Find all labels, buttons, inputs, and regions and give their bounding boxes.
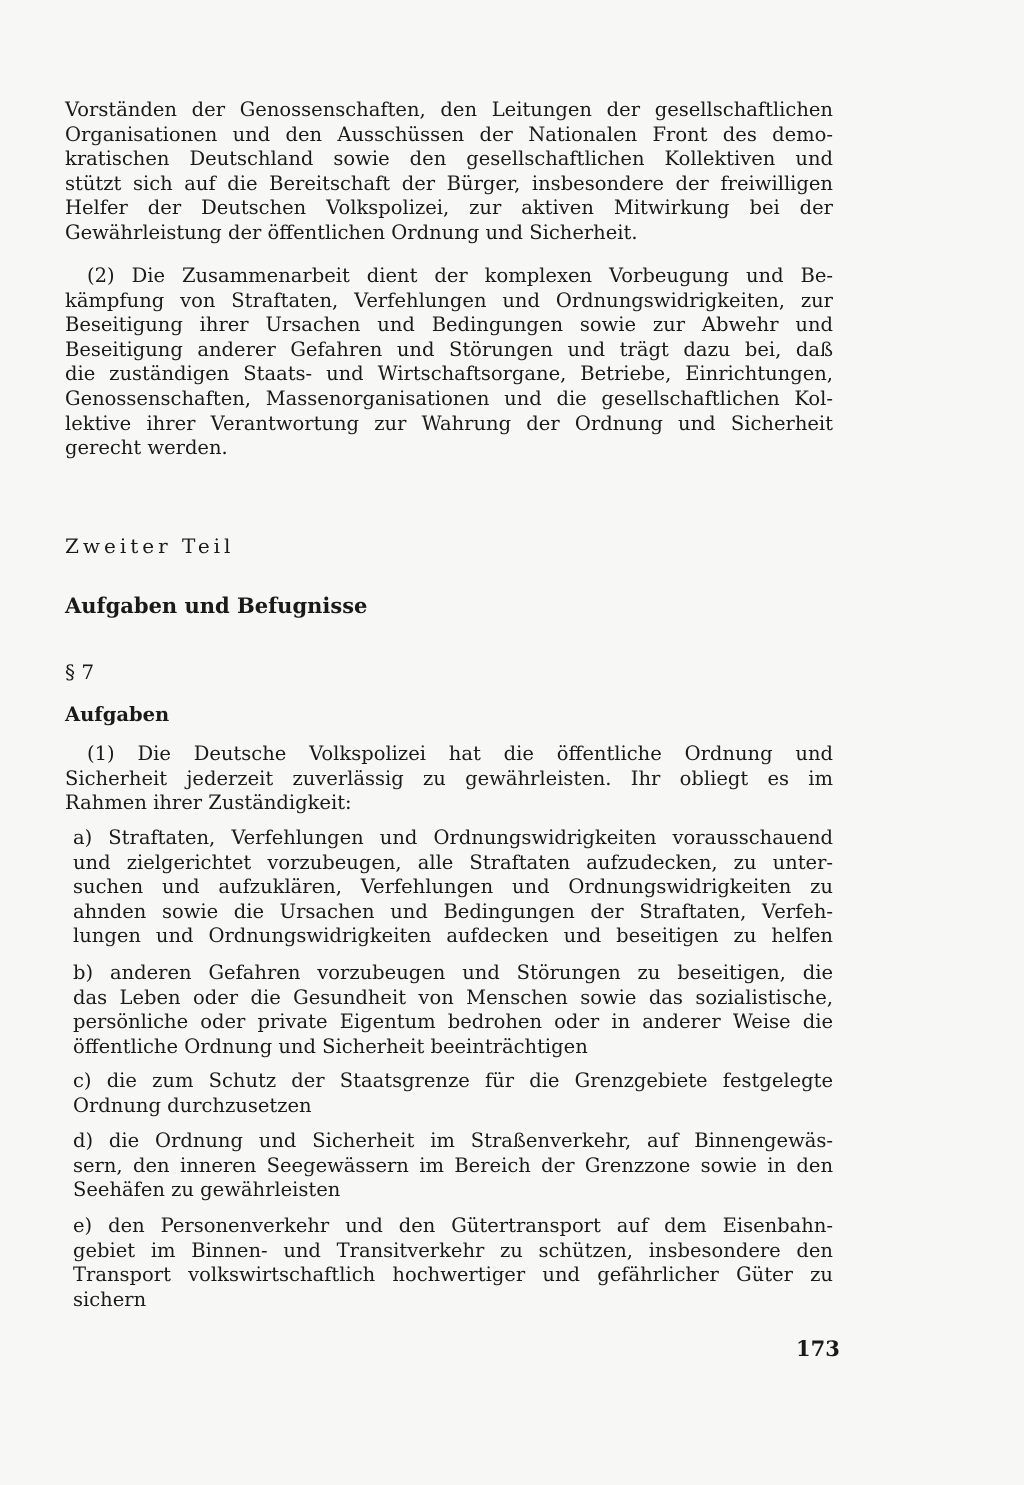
text-line: persönliche oder private Eigentum bedrohen oder in anderer Weise die xyxy=(73,1010,833,1034)
text-line: kämpfung von Straftaten, Verfehlungen und Ordnungswidrigkeiten, zur xyxy=(65,288,833,312)
text-line: kratischen Deutschland sowie den gesellschaftlichen Kollektiven und xyxy=(65,147,833,171)
list-item-a xyxy=(65,826,833,949)
text-line: Beseitigung anderer Gefahren und Störungen und trägt dazu bei, daß xyxy=(65,337,833,361)
text-line: d) die Ordnung und Sicherheit im Straßenverkehr, auf Binnengewäs- xyxy=(73,1129,833,1152)
text-line: das Leben oder die Gesundheit von Menschen sowie das sozialistische, xyxy=(73,985,833,1009)
text-line: c) die zum Schutz der Staatsgrenze für die Grenzgebiete festgelegte xyxy=(73,1069,833,1092)
text-line: ahnden sowie die Ursachen und Bedingungen der Straftaten, Verfeh- xyxy=(73,899,833,923)
text-line: e) den Personenverkehr und den Gütertransport auf dem Eisenbahn- xyxy=(73,1214,833,1237)
section-title: Aufgaben xyxy=(65,703,170,726)
text-line: Sicherheit jederzeit zuverlässig zu gewährleisten. Ihr obliegt es im xyxy=(65,766,833,790)
list-item-b xyxy=(65,961,833,1059)
text-line: Rahmen ihrer Zuständigkeit: xyxy=(65,791,352,815)
text-line: Helfer der Deutschen Volkspolizei, zur aktiven Mitwirkung bei der xyxy=(65,196,833,220)
text-line: Gewährleistung der öffentlichen Ordnung und Sicherheit. xyxy=(65,220,638,244)
list-item-c xyxy=(65,1069,833,1118)
text-line: Vorständen der Genossenschaften, den Leitungen der gesellschaftlichen xyxy=(65,98,833,121)
text-line: Ordnung durchzusetzen xyxy=(73,1093,312,1117)
section-paragraph-1 xyxy=(65,742,833,816)
text-line: b) anderen Gefahren vorzubeugen und Störungen zu beseitigen, die xyxy=(73,961,833,984)
paragraph-2 xyxy=(65,264,833,461)
text-line: (1) Die Deutsche Volkspolizei hat die öffentliche Ordnung und xyxy=(87,742,833,765)
text-line: lektive ihrer Verantwortung zur Wahrung der Ordnung und Sicherheit xyxy=(65,411,833,435)
intro-paragraph xyxy=(65,98,833,246)
text-line: öffentliche Ordnung und Sicherheit beeinträchtigen xyxy=(73,1034,588,1058)
section-number: § 7 xyxy=(65,660,95,684)
list-item-d xyxy=(65,1129,833,1203)
text-line: (2) Die Zusammenarbeit dient der komplexen Vorbeugung und Be- xyxy=(87,264,833,287)
list-item-e xyxy=(65,1214,833,1312)
text-line: Organisationen und den Ausschüssen der Nationalen Front des demo- xyxy=(65,122,833,146)
text-line: Seehäfen zu gewährleisten xyxy=(73,1178,341,1202)
text-line: Beseitigung ihrer Ursachen und Bedingungen sowie zur Abwehr und xyxy=(65,313,833,337)
text-line: lungen und Ordnungswidrigkeiten aufdecken und beseitigen zu helfen xyxy=(73,924,833,948)
text-line: a) Straftaten, Verfehlungen und Ordnungswidrigkeiten vorausschauend xyxy=(73,826,833,849)
text-line: gebiet im Binnen- und Transitverkehr zu schützen, insbesondere den xyxy=(73,1238,833,1262)
page-number: 173 xyxy=(796,1336,840,1361)
text-line: sern, den inneren Seegewässern im Bereich der Grenzzone sowie in den xyxy=(73,1153,833,1177)
text-line: und zielgerichtet vorzubeugen, alle Straftaten aufzudecken, zu unter- xyxy=(73,850,833,874)
part-heading: Aufgaben und Befugnisse xyxy=(65,593,368,618)
text-line: Genossenschaften, Massenorganisationen und die gesellschaftlichen Kol- xyxy=(65,386,833,410)
text-line: sichern xyxy=(73,1287,147,1311)
text-line: stützt sich auf die Bereitschaft der Bürger, insbesondere der freiwilligen xyxy=(65,171,833,195)
part-title: Zweiter Teil xyxy=(65,534,235,558)
text-line: suchen und aufzuklären, Verfehlungen und Ordnungswidrigkeiten zu xyxy=(73,875,833,899)
text-line: die zuständigen Staats- und Wirtschaftsorgane, Betriebe, Einrichtungen, xyxy=(65,362,833,386)
text-line: Transport volkswirtschaftlich hochwertiger und gefährlicher Güter zu xyxy=(73,1263,833,1287)
text-line: gerecht werden. xyxy=(65,436,228,460)
